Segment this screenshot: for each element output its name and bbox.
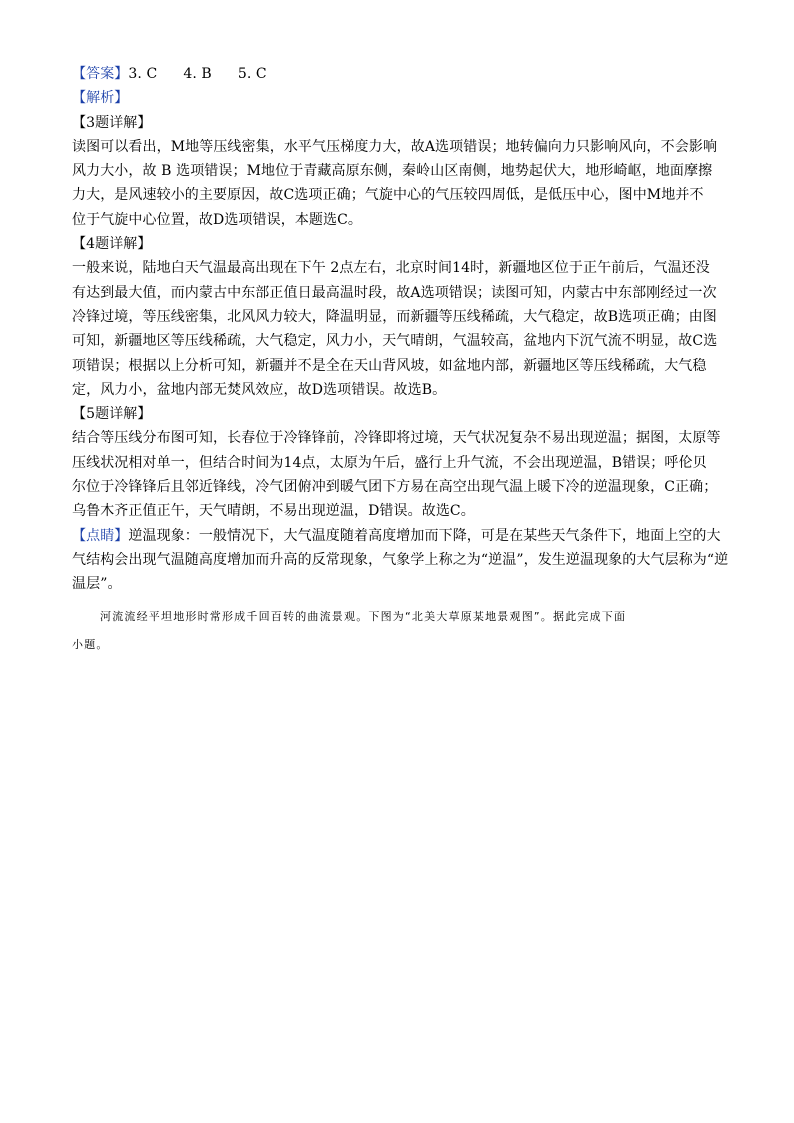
q4-heading: 【4题详解】 — [72, 236, 152, 253]
answer-item-4: 4. B — [183, 66, 212, 82]
highlight-note — [72, 524, 729, 597]
highlight-first-line — [72, 524, 722, 548]
q3-heading: 【3题详解】 — [72, 114, 152, 131]
answer-label: 【答案】 — [72, 66, 129, 82]
q4-line: 冷锋过境，等压线密集，北风风力较大，降温明显，而新疆等压线稀疏，大气稳定，故B选项正确；由图 — [72, 308, 717, 325]
highlight-line: 气结构会出现气温随高度增加而升高的反常现象，气象学上称之为“逆温”，发生逆温现象的大气层称为“逆 — [72, 551, 729, 568]
next-question-intro — [72, 603, 722, 659]
q3-line: 位于气旋中心位置，故D选项错误，本题选C。 — [72, 211, 363, 228]
q5-heading: 【5题详解】 — [72, 406, 152, 423]
q4-line: 可知，新疆地区等压线稀疏，大气稳定，风力小，天气晴朗，气温较高，盆地内下沉气流不明显，故C选 — [72, 333, 718, 350]
q3-line: 力大，是风速较小的主要原因，故C选项正确；气旋中心的气压较四周低，是低压中心，图中M地并不 — [72, 187, 704, 204]
highlight-line: 温层”。 — [72, 576, 122, 593]
q3-explanation — [72, 135, 722, 232]
answer-item-3: 3. C — [128, 66, 158, 82]
q4-explanation — [72, 256, 722, 402]
q4-line: 一般来说，陆地白天气温最高出现在下午 2点左右，北京时间14时，新疆地区位于正午前后，气温还没 — [72, 260, 710, 277]
answer-line — [72, 62, 722, 86]
q3-line: 读图可以看出，M地等压线密集，水平气压梯度力大，故A选项错误；地转偏向力只影响风向，不会影响 — [72, 138, 718, 155]
q5-line: 结合等压线分布图可知，长春位于冷锋锋前，冷锋即将过境，天气状况复杂不易出现逆温；据图，太原等 — [72, 430, 721, 447]
document-page — [72, 62, 729, 659]
q4-line: 项错误；根据以上分析可知，新疆并不是全在天山背风坡，如盆地内部，新疆地区等压线稀疏，大气稳 — [72, 357, 707, 374]
q5-explanation — [72, 426, 722, 523]
q5-line: 乌鲁木齐正值正午，天气晴朗，不易出现逆温，D错误。故选C。 — [72, 503, 475, 520]
q5-line: 尔位于冷锋锋后且邻近锋线，冷气团俯冲到暖气团下方易在高空出现气温上暖下冷的逆温现象，C正确； — [72, 479, 718, 496]
highlight-label: 【点睛】 — [72, 527, 129, 544]
next-question-line: 河流流经平坦地形时常形成千回百转的曲流景观。下图为“北美大草原某地景观图”。据此完成下面 — [100, 609, 627, 623]
q5-line: 压线状况相对单一，但结合时间为14点，太原为午后，盛行上升气流，不会出现逆温，B错误；呼伦贝 — [72, 454, 707, 471]
next-question-line: 小题。 — [72, 637, 109, 651]
q4-line: 定，风力小，盆地内部无焚风效应，故D选项错误。故选B。 — [72, 381, 447, 398]
analysis-label: 【解析】 — [72, 90, 129, 107]
q4-line: 有达到最大值，而内蒙古中东部正值日最高温时段，故A选项错误；读图可知，内蒙古中东部刚经过一次 — [72, 284, 717, 301]
answer-item-5: 5. C — [237, 66, 267, 82]
highlight-text: 逆温现象：一般情况下，大气温度随着高度增加而下降，可是在某些天气条件下，地面上空的大 — [128, 527, 721, 544]
q3-line: 风力大小，故 B 选项错误；M地位于青藏高原东侧，秦岭山区南侧，地势起伏大，地形崎岖，地面摩擦 — [72, 163, 713, 180]
